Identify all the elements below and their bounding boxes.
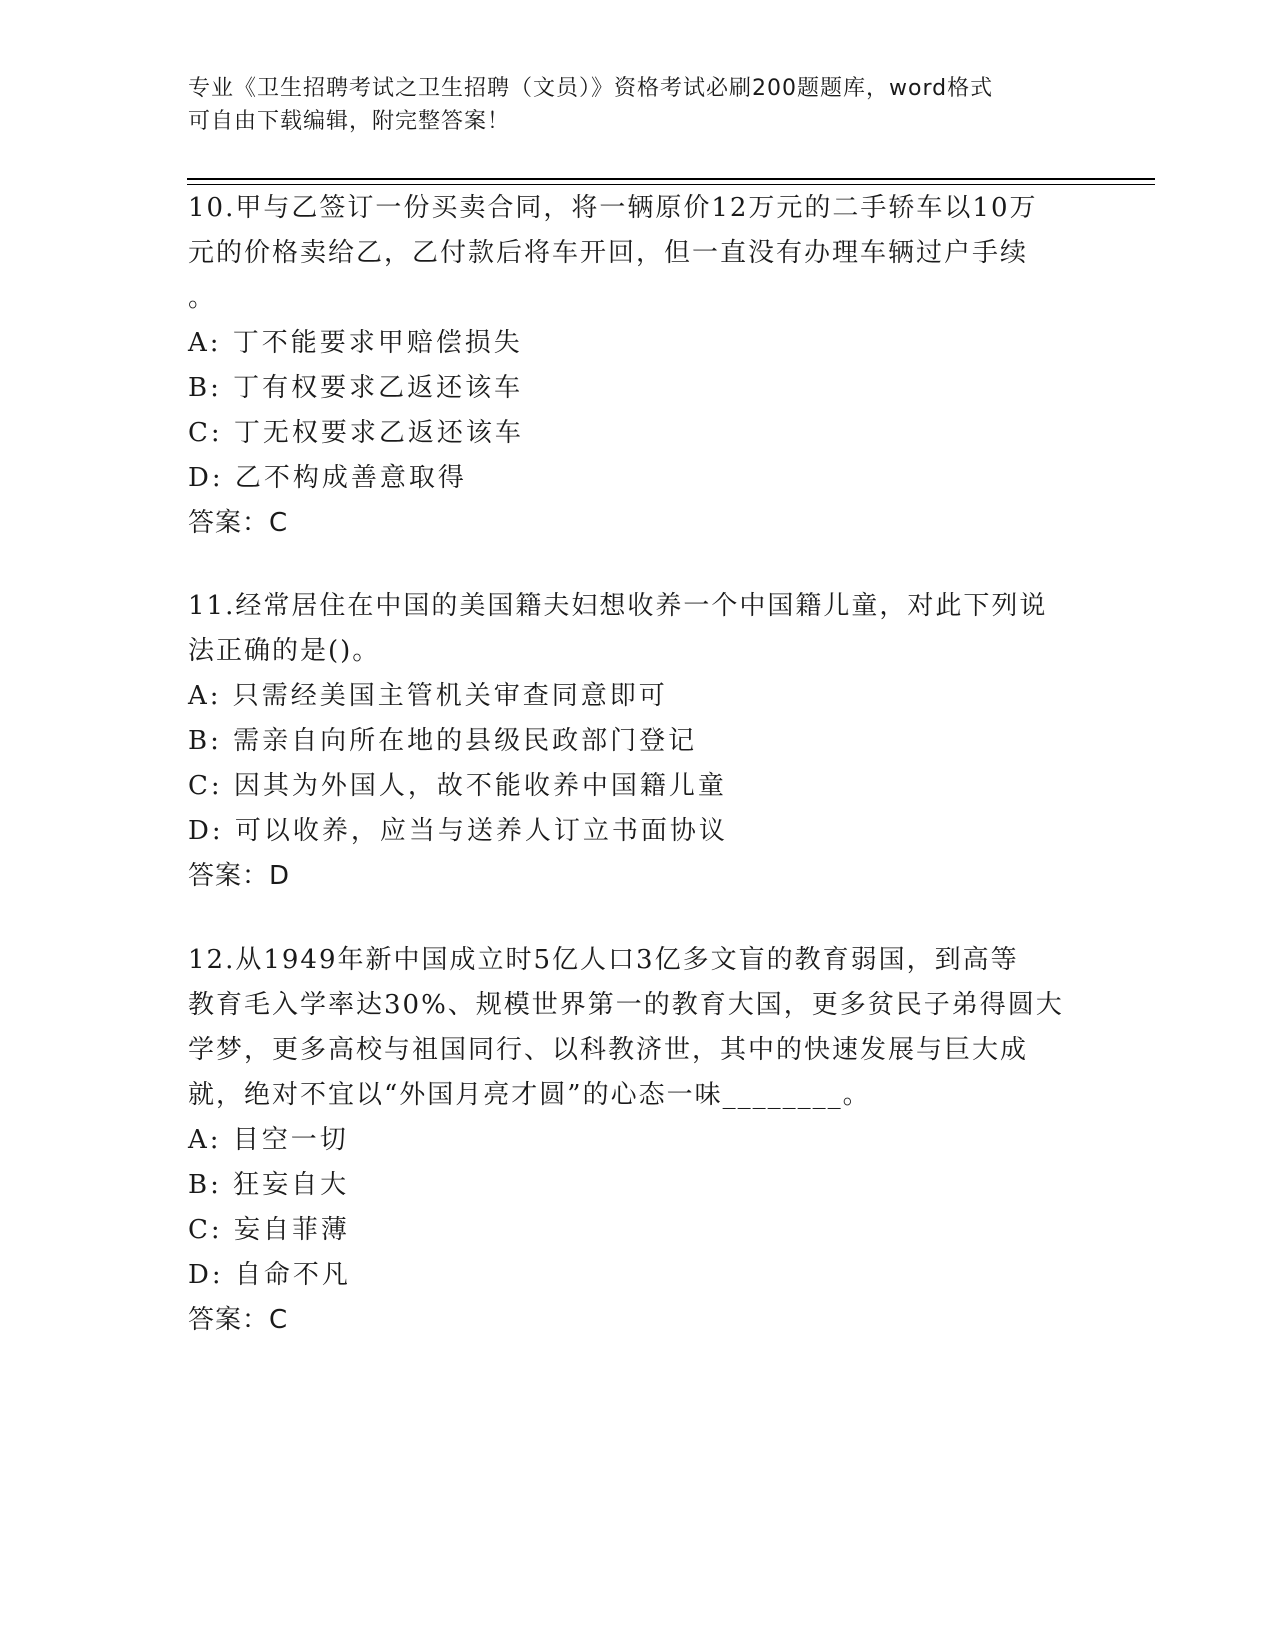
- question-10: [188, 186, 1088, 546]
- answer-label: 答案：D: [188, 861, 291, 891]
- question-12: [188, 938, 1088, 1343]
- header-divider-thick: [187, 178, 1155, 180]
- stem-line: 教育毛入学率达30%、规模世界第一的教育大国，更多贫民子弟得圆大: [188, 990, 1064, 1020]
- option-d: D: 乙不构成善意取得: [188, 463, 467, 493]
- stem-line: 法正确的是()。: [188, 636, 381, 666]
- stem-line: 学梦，更多高校与祖国同行、以科教济世，其中的快速发展与巨大成: [188, 1035, 1029, 1065]
- stem-line: 。: [188, 283, 217, 313]
- stem-line: 就，绝对不宜以“外国月亮才圆”的心态一味________。: [188, 1080, 871, 1110]
- option-c: C: 丁无权要求乙返还该车: [188, 418, 524, 448]
- stem-line: 元的价格卖给乙，乙付款后将车开回，但一直没有办理车辆过户手续: [188, 238, 1029, 268]
- option-b: B: 丁有权要求乙返还该车: [188, 373, 524, 403]
- option-d: D: 自命不凡: [188, 1260, 351, 1290]
- option-d: D: 可以收养，应当与送养人订立书面协议: [188, 816, 728, 846]
- option-c: C: 妄自菲薄: [188, 1215, 350, 1245]
- option-b: B: 需亲自向所在地的县级民政部门登记: [188, 726, 698, 756]
- stem-line: 11.经常居住在中国的美国籍夫妇想收养一个中国籍儿童，对此下列说: [188, 591, 1048, 621]
- option-a: A: 丁不能要求甲赔偿损失: [188, 328, 523, 358]
- option-a: A: 只需经美国主管机关审查同意即可: [188, 681, 668, 711]
- option-a: A: 目空一切: [188, 1125, 349, 1155]
- question-stem: [188, 938, 1088, 1118]
- question-stem: [188, 584, 1088, 674]
- option-c: C: 因其为外国人，故不能收养中国籍儿童: [188, 771, 727, 801]
- answer-label: 答案：C: [188, 508, 289, 538]
- question-11: [188, 584, 1088, 899]
- question-stem: [188, 186, 1088, 321]
- header-divider-thin: [187, 184, 1155, 185]
- header-line-2: 可自由下载编辑，附完整答案！: [188, 109, 511, 134]
- stem-line: 10.甲与乙签订一份买卖合同，将一辆原价12万元的二手轿车以10万: [188, 193, 1038, 223]
- answer-label: 答案：C: [188, 1305, 289, 1335]
- stem-line: 12.从1949年新中国成立时5亿人口3亿多文盲的教育弱国，到高等: [188, 945, 1019, 975]
- option-b: B: 狂妄自大: [188, 1170, 350, 1200]
- header-line-1: 专业《卫生招聘考试之卫生招聘（文员）》资格考试必刷200题题库，word格式: [188, 76, 994, 101]
- document-header: [188, 72, 1068, 138]
